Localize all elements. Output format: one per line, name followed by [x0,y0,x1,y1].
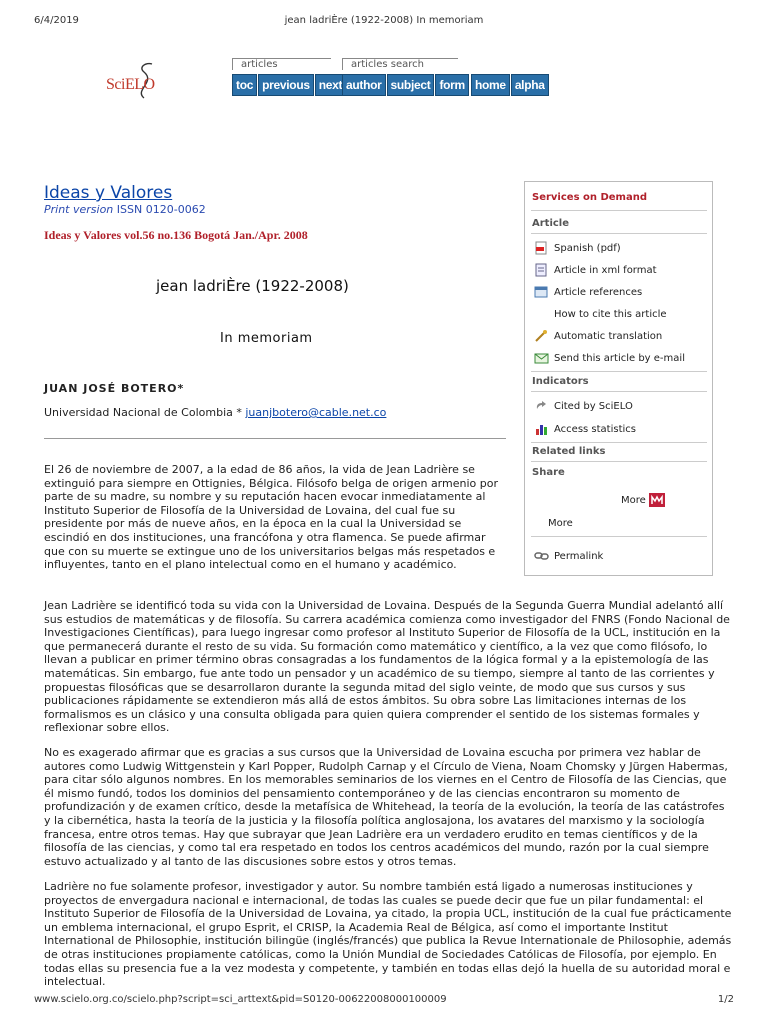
issn: ISSN 0120-0062 [116,203,206,216]
share-menu-icon [649,493,665,507]
scielo-logo[interactable] [106,60,166,104]
send-email-link[interactable]: Send this article by e-mail [534,351,685,365]
toc-button[interactable]: toc [232,74,257,96]
cited-by-scielo-link[interactable]: Cited by SciELO [534,399,633,413]
form-button[interactable]: form [435,74,468,96]
home-nav [471,58,551,96]
xml-icon [534,263,549,277]
articles-search-caption: articles search [342,58,458,70]
print-version [44,203,206,216]
stats-icon [534,422,549,436]
pdf-icon [534,241,549,255]
page-number: 1/2 [717,994,734,1005]
articles-caption: articles [232,58,331,70]
print-title: jean ladriÈre (1922-2008) In memoriam [284,15,484,26]
cited-icon [534,399,549,413]
body-paragraph: Ladrière no fue solamente profesor, investigador y autor. Su nombre también está ligado a numerosas instituciones y proyectos de envergadura nacional e internacional, de todas las cuales se puede decir que fue un pilar fundamental: el Instituto Superior de Filosofía de la Universidad de Lovaina, ya citado, la propia UCL, institución de la cual fue prácticamente un emblema internacional, el grupo Esprit, el CRISP, la Academia Real de Bélgica, así como el importante Institut International de Philosophie, institución bilingüe (inglés/francés) que publica la Revue Internationale de Philosophie, además de otras instituciones propiamente católicas, como la Unión Mundial de Sociedades Católicas de Filosofía, por ejemplo. En todas ellas su presencia fue a la vez modesta y competente, y también en todas ellas dejó la huella de su autoridad moral e intelectual. [44,880,732,989]
translate-icon [534,329,549,343]
logo-text: SciELO [106,76,155,93]
journal-citation: Ideas y Valores vol.56 no.136 Bogotá Jan./Apr. 2008 [44,228,308,242]
journal-name-link[interactable]: Ideas y Valores [44,183,173,203]
print-version-label: Print version [44,203,114,216]
body-paragraph: Jean Ladrière se identificó toda su vida con la Universidad de Lovaina. Después de la Segunda Guerra Mundial adelantó allí sus estudios de matemáticas y de filosofía. Su carrera académica comienza como investigador del FNRS (Fondo Nacional de Investigaciones Científicas), para luego ingresar como profesor al Instituto Superior de Filosofía de la UCL, institución en la que permanecerá durante el resto de su vida. Su formación como matemático y científico, a la vez que como filósofo, lo llevan a publicar en primer término obras consagradas a los fundamentos de la lógica formal y a la epistemología de las matemáticas. Sin embargo, fue ante todo un pensador y un académico de su tiempo, siempre al tanto de las corrientes y propuestas filosóficas que se desarrollaron durante la segunda mitad del siglo veinte, de modo que sus cursos y sus publicaciones rápidamente se extendieron más allá de estos ámbitos. Su obra sobre Las limitaciones internas de los formalismos es un clásico y una consulta obligada para quien quiera comprender el sentido de los sistemas formales y reflexionar sobre ellos. [44,599,730,735]
divider [531,442,707,443]
divider [531,536,707,537]
divider [531,391,707,392]
body-paragraph: El 26 de noviembre de 2007, a la edad de 86 años, la vida de Jean Ladrière se extinguió para siempre en Ottignies, Bélgica. Filósofo belga de origen armenio por parte de su madre, su nombre y su reputación hacen evocar inmediatamente al Instituto Superior de Filosofía de la Universidad de Lovaina, del cual fue su presidente por más de nueve años, en la época en la cual la Universidad se escindió en dos instituciones, una francófona y otra flamenca. Se puede afirmar que con su muerte se extingue uno de los universitarios belgas más respetados e influyentes, tanto en el plano intelectual como en el humano y académico. [44,463,498,572]
share-more-link[interactable]: More [621,493,665,507]
spanish-pdf-link[interactable]: Spanish (pdf) [534,241,621,255]
home-button[interactable]: home [471,74,510,96]
next-button[interactable]: next [315,74,346,96]
services-panel [524,181,713,576]
automatic-translation-link[interactable]: Automatic translation [534,329,662,343]
more-link[interactable]: More [548,518,573,529]
divider [531,371,707,372]
alpha-button[interactable]: alpha [511,74,549,96]
related-links-section-title: Related links [532,446,606,457]
cite-icon [534,307,549,321]
print-date: 6/4/2019 [34,15,79,26]
article-title: jean ladriÈre (1922-2008) [156,277,349,295]
references-icon [534,285,549,299]
divider [44,438,506,439]
body-paragraph: No es exagerado afirmar que es gracias a sus cursos que la Universidad de Lovaina escucha por primera vez hablar de autores como Ludwig Wittgenstein y Karl Popper, Rudolph Carnap y el Círculo de Viena, Noam Chomsky y Jürgen Habermas, para citar sólo algunos nombres. En los memorables seminarios de los viernes en el Centro de Filosofía de las Ciencias, que él mismo fundó, todos los dominios del pensamiento contemporáneo y de las ciencias encontraron su momento de profundización y de examen crítico, desde la metafísica de Whitehead, la teoría de la evolución, la teoría de las catástrofes y la cibernética, hasta la teoría de la justicia y la filosofía política anglosajona, los avatares del marxismo y la sociología francesa, entre otros temas. Hay que subrayar que Jean Ladrière era un verdadero erudito en temas científicos y de la filosofía de las ciencias, y como tal era respetado en todos los centros académicos del mundo, razón por la cual siempre estuvo actualizado y al tanto de las discusiones sobre estos y otros temas. [44,746,728,868]
article-subtitle: In memoriam [220,331,313,346]
article-author: JUAN JOSÉ BOTERO* [44,382,185,395]
print-url: www.scielo.org.co/scielo.php?script=sci_arttext&pid=S0120-00622008000100009 [34,994,447,1005]
share-section-title: Share [532,467,565,478]
author-affiliation [44,406,386,419]
access-statistics-link[interactable]: Access statistics [534,422,636,436]
author-button[interactable]: author [342,74,386,96]
subject-button[interactable]: subject [387,74,435,96]
permalink-link[interactable]: Permalink [534,549,603,563]
article-references-link[interactable]: Article references [534,285,642,299]
divider [531,210,707,211]
email-icon [534,351,549,365]
author-email-link[interactable]: juanjbotero@cable.net.co [245,406,387,419]
article-section-title: Article [532,218,570,229]
previous-button[interactable]: previous [258,74,314,96]
articles-search-nav [342,58,468,96]
divider [531,233,707,234]
articles-nav [232,58,343,96]
home-nav-spacer [471,58,545,70]
permalink-icon [534,549,549,563]
affiliation-text: Universidad Nacional de Colombia * [44,406,242,419]
xml-format-link[interactable]: Article in xml format [534,263,657,277]
indicators-section-title: Indicators [532,376,589,387]
divider [531,461,707,462]
how-to-cite-link[interactable]: How to cite this article [534,307,667,321]
services-header: Services on Demand [532,192,648,203]
